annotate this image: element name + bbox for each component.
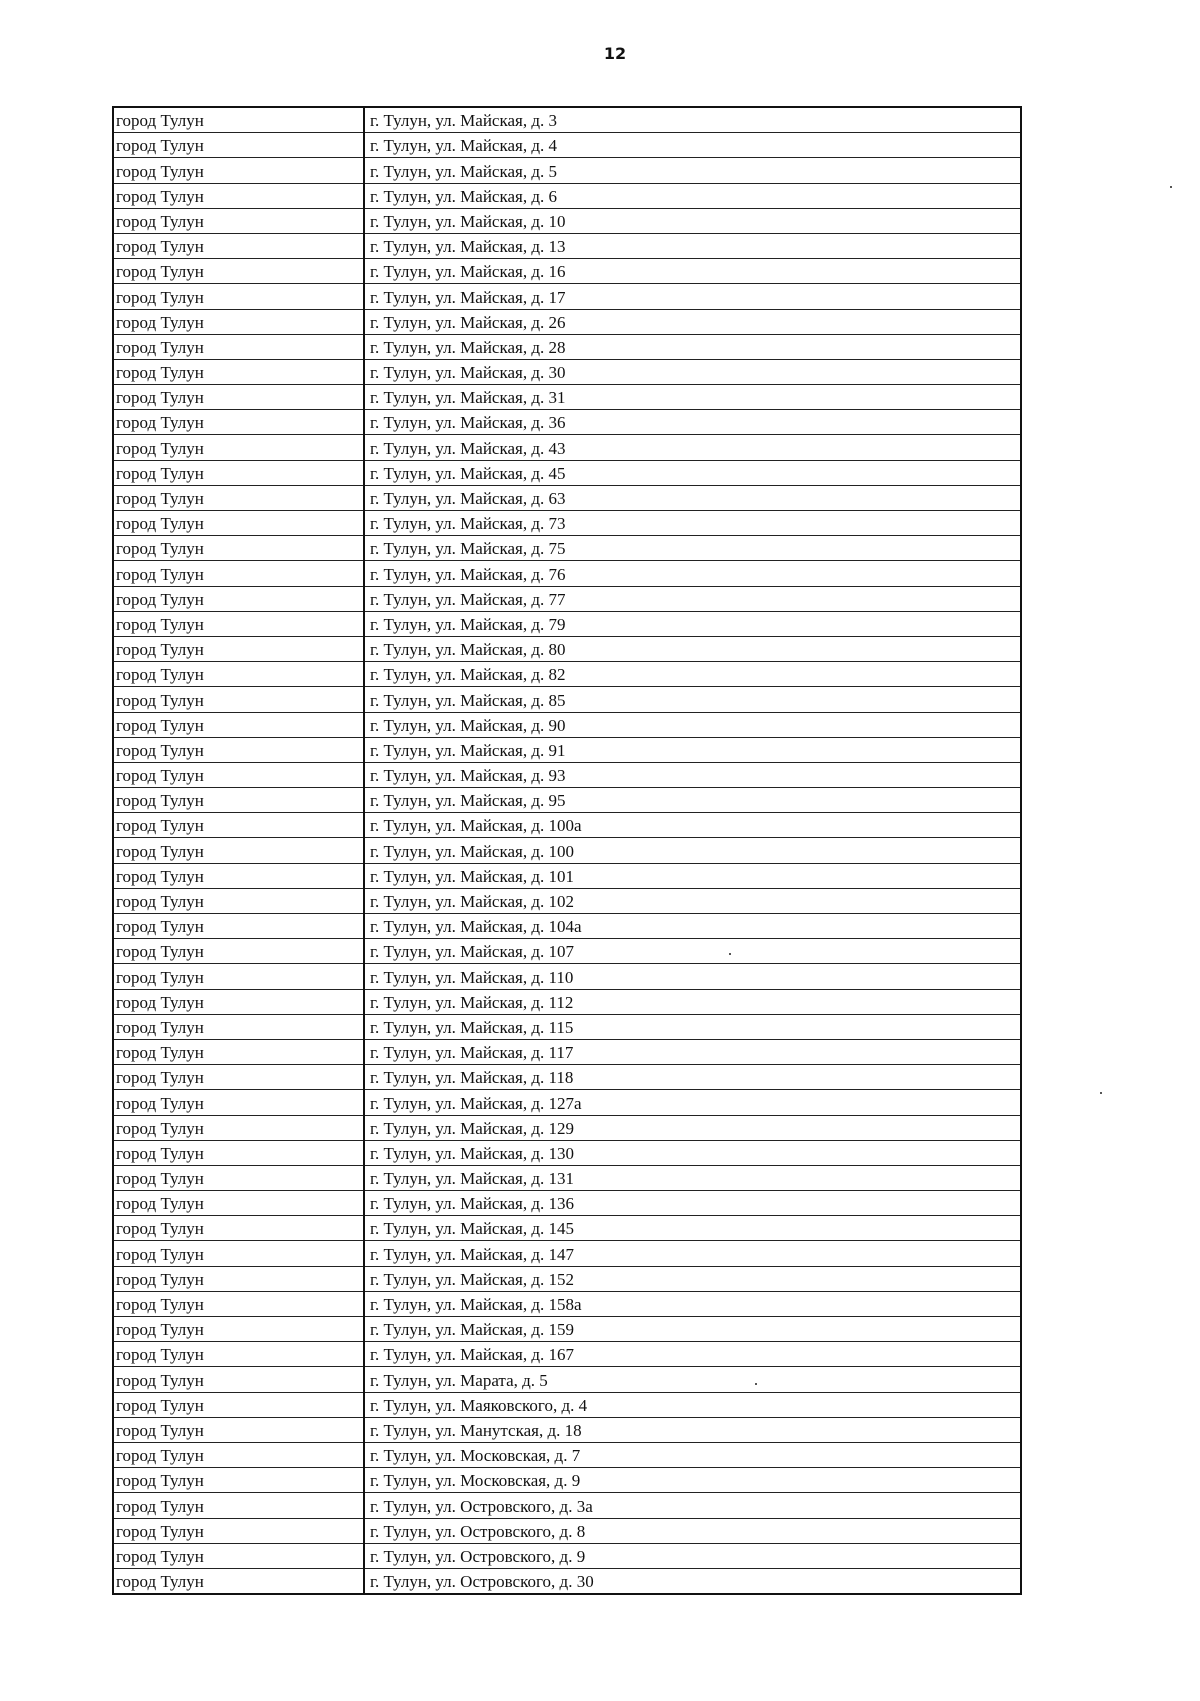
address-table xyxy=(112,106,1022,1595)
table-row xyxy=(113,107,1021,133)
table-row xyxy=(113,1165,1021,1190)
settlement-cell: город Тулун xyxy=(113,888,364,913)
table-row xyxy=(113,1140,1021,1165)
address-cell: г. Тулун, ул. Майская, д. 30 xyxy=(364,359,1021,384)
table-row xyxy=(113,1568,1021,1594)
table-row xyxy=(113,737,1021,762)
table-row xyxy=(113,863,1021,888)
table-row xyxy=(113,662,1021,687)
address-cell: г. Тулун, ул. Майская, д. 130 xyxy=(364,1140,1021,1165)
settlement-cell: город Тулун xyxy=(113,586,364,611)
address-cell: г. Тулун, ул. Майская, д. 127а xyxy=(364,1090,1021,1115)
table-row xyxy=(113,611,1021,636)
table-row xyxy=(113,1493,1021,1518)
table-row xyxy=(113,964,1021,989)
table-row xyxy=(113,838,1021,863)
table-row xyxy=(113,1241,1021,1266)
address-cell: г. Тулун, ул. Майская, д. 26 xyxy=(364,309,1021,334)
settlement-cell: город Тулун xyxy=(113,1417,364,1442)
table-row xyxy=(113,762,1021,787)
table-row xyxy=(113,586,1021,611)
table-row xyxy=(113,1191,1021,1216)
address-cell: г. Тулун, ул. Майская, д. 93 xyxy=(364,762,1021,787)
settlement-cell: город Тулун xyxy=(113,183,364,208)
settlement-cell: город Тулун xyxy=(113,536,364,561)
address-cell: г. Тулун, ул. Майская, д. 43 xyxy=(364,435,1021,460)
table-row xyxy=(113,813,1021,838)
settlement-cell: город Тулун xyxy=(113,1392,364,1417)
table-row xyxy=(113,385,1021,410)
table-row xyxy=(113,208,1021,233)
settlement-cell: город Тулун xyxy=(113,1367,364,1392)
table-row xyxy=(113,888,1021,913)
scan-speck xyxy=(1170,186,1172,188)
table-row xyxy=(113,1518,1021,1543)
table-row xyxy=(113,939,1021,964)
address-cell: г. Тулун, ул. Майская, д. 131 xyxy=(364,1165,1021,1190)
page-number: 12 xyxy=(603,44,627,63)
settlement-cell: город Тулун xyxy=(113,939,364,964)
table-row xyxy=(113,410,1021,435)
settlement-cell: город Тулун xyxy=(113,914,364,939)
settlement-cell: город Тулун xyxy=(113,1468,364,1493)
settlement-cell: город Тулун xyxy=(113,485,364,510)
table-row xyxy=(113,259,1021,284)
address-cell: г. Тулун, ул. Майская, д. 13 xyxy=(364,233,1021,258)
address-cell: г. Тулун, ул. Манутская, д. 18 xyxy=(364,1417,1021,1442)
table-row xyxy=(113,1065,1021,1090)
settlement-cell: город Тулун xyxy=(113,107,364,133)
table-row xyxy=(113,1468,1021,1493)
settlement-cell: город Тулун xyxy=(113,1216,364,1241)
address-cell: г. Тулун, ул. Майская, д. 31 xyxy=(364,385,1021,410)
settlement-cell: город Тулун xyxy=(113,636,364,661)
address-cell: г. Тулун, ул. Майская, д. 17 xyxy=(364,284,1021,309)
address-cell: г. Тулун, ул. Островского, д. 30 xyxy=(364,1568,1021,1594)
address-cell: г. Тулун, ул. Майская, д. 147 xyxy=(364,1241,1021,1266)
address-cell: г. Тулун, ул. Московская, д. 7 xyxy=(364,1442,1021,1467)
address-cell: г. Тулун, ул. Майская, д. 10 xyxy=(364,208,1021,233)
address-cell: г. Тулун, ул. Майская, д. 73 xyxy=(364,511,1021,536)
address-cell: г. Тулун, ул. Майская, д. 28 xyxy=(364,334,1021,359)
settlement-cell: город Тулун xyxy=(113,1518,364,1543)
settlement-cell: город Тулун xyxy=(113,460,364,485)
settlement-cell: город Тулун xyxy=(113,359,364,384)
table-row xyxy=(113,989,1021,1014)
address-cell: г. Тулун, ул. Московская, д. 9 xyxy=(364,1468,1021,1493)
settlement-cell: город Тулун xyxy=(113,611,364,636)
address-cell: г. Тулун, ул. Майская, д. 6 xyxy=(364,183,1021,208)
settlement-cell: город Тулун xyxy=(113,964,364,989)
address-cell: г. Тулун, ул. Майская, д. 100а xyxy=(364,813,1021,838)
address-cell: г. Тулун, ул. Майская, д. 45 xyxy=(364,460,1021,485)
table-row xyxy=(113,1216,1021,1241)
address-cell: г. Тулун, ул. Майская, д. 117 xyxy=(364,1039,1021,1064)
settlement-cell: город Тулун xyxy=(113,561,364,586)
settlement-cell: город Тулун xyxy=(113,687,364,712)
settlement-cell: город Тулун xyxy=(113,259,364,284)
table-row xyxy=(113,334,1021,359)
table-row xyxy=(113,1442,1021,1467)
settlement-cell: город Тулун xyxy=(113,1115,364,1140)
settlement-cell: город Тулун xyxy=(113,309,364,334)
settlement-cell: город Тулун xyxy=(113,863,364,888)
settlement-cell: город Тулун xyxy=(113,208,364,233)
address-cell: г. Тулун, ул. Майская, д. 91 xyxy=(364,737,1021,762)
address-cell: г. Тулун, ул. Майская, д. 110 xyxy=(364,964,1021,989)
table-row xyxy=(113,1342,1021,1367)
settlement-cell: город Тулун xyxy=(113,662,364,687)
table-row xyxy=(113,1392,1021,1417)
address-cell: г. Тулун, ул. Майская, д. 136 xyxy=(364,1191,1021,1216)
address-cell: г. Тулун, ул. Майская, д. 159 xyxy=(364,1317,1021,1342)
settlement-cell: город Тулун xyxy=(113,788,364,813)
address-cell: г. Тулун, ул. Майская, д. 118 xyxy=(364,1065,1021,1090)
table-row xyxy=(113,233,1021,258)
table-row xyxy=(113,1367,1021,1392)
address-cell: г. Тулун, ул. Майская, д. 3 xyxy=(364,107,1021,133)
address-cell: г. Тулун, ул. Майская, д. 158а xyxy=(364,1291,1021,1316)
settlement-cell: город Тулун xyxy=(113,813,364,838)
scan-speck xyxy=(755,1383,757,1385)
address-cell: г. Тулун, ул. Майская, д. 101 xyxy=(364,863,1021,888)
table-row xyxy=(113,1543,1021,1568)
address-cell: г. Тулун, ул. Майская, д. 5 xyxy=(364,158,1021,183)
scan-speck xyxy=(729,953,731,955)
address-cell: г. Тулун, ул. Майская, д. 75 xyxy=(364,536,1021,561)
settlement-cell: город Тулун xyxy=(113,712,364,737)
settlement-cell: город Тулун xyxy=(113,1317,364,1342)
address-cell: г. Тулун, ул. Майская, д. 4 xyxy=(364,133,1021,158)
table-row xyxy=(113,158,1021,183)
settlement-cell: город Тулун xyxy=(113,989,364,1014)
settlement-cell: город Тулун xyxy=(113,334,364,359)
settlement-cell: город Тулун xyxy=(113,1191,364,1216)
settlement-cell: город Тулун xyxy=(113,1543,364,1568)
table-row xyxy=(113,359,1021,384)
settlement-cell: город Тулун xyxy=(113,511,364,536)
table-row xyxy=(113,183,1021,208)
address-cell: г. Тулун, ул. Майская, д. 107 xyxy=(364,939,1021,964)
settlement-cell: город Тулун xyxy=(113,838,364,863)
settlement-cell: город Тулун xyxy=(113,1241,364,1266)
table-row xyxy=(113,1266,1021,1291)
table-row xyxy=(113,1090,1021,1115)
settlement-cell: город Тулун xyxy=(113,737,364,762)
table-row xyxy=(113,712,1021,737)
settlement-cell: город Тулун xyxy=(113,158,364,183)
address-cell: г. Тулун, ул. Марата, д. 5 xyxy=(364,1367,1021,1392)
address-cell: г. Тулун, ул. Майская, д. 79 xyxy=(364,611,1021,636)
settlement-cell: город Тулун xyxy=(113,1493,364,1518)
settlement-cell: город Тулун xyxy=(113,284,364,309)
table-row xyxy=(113,284,1021,309)
scan-speck xyxy=(1100,1092,1102,1094)
table-row xyxy=(113,1039,1021,1064)
address-cell: г. Тулун, ул. Островского, д. 3а xyxy=(364,1493,1021,1518)
table-row xyxy=(113,536,1021,561)
address-cell: г. Тулун, ул. Майская, д. 16 xyxy=(364,259,1021,284)
settlement-cell: город Тулун xyxy=(113,385,364,410)
address-cell: г. Тулун, ул. Майская, д. 95 xyxy=(364,788,1021,813)
settlement-cell: город Тулун xyxy=(113,435,364,460)
settlement-cell: город Тулун xyxy=(113,1291,364,1316)
address-cell: г. Тулун, ул. Островского, д. 8 xyxy=(364,1518,1021,1543)
settlement-cell: город Тулун xyxy=(113,1039,364,1064)
table-row xyxy=(113,687,1021,712)
settlement-cell: город Тулун xyxy=(113,1140,364,1165)
table-row xyxy=(113,485,1021,510)
settlement-cell: город Тулун xyxy=(113,410,364,435)
table-row xyxy=(113,460,1021,485)
settlement-cell: город Тулун xyxy=(113,233,364,258)
address-cell: г. Тулун, ул. Майская, д. 82 xyxy=(364,662,1021,687)
address-cell: г. Тулун, ул. Майская, д. 129 xyxy=(364,1115,1021,1140)
address-cell: г. Тулун, ул. Майская, д. 90 xyxy=(364,712,1021,737)
address-cell: г. Тулун, ул. Майская, д. 76 xyxy=(364,561,1021,586)
address-cell: г. Тулун, ул. Майская, д. 104а xyxy=(364,914,1021,939)
address-cell: г. Тулун, ул. Майская, д. 115 xyxy=(364,1014,1021,1039)
settlement-cell: город Тулун xyxy=(113,1014,364,1039)
address-cell: г. Тулун, ул. Майская, д. 112 xyxy=(364,989,1021,1014)
settlement-cell: город Тулун xyxy=(113,133,364,158)
address-cell: г. Тулун, ул. Майская, д. 77 xyxy=(364,586,1021,611)
settlement-cell: город Тулун xyxy=(113,1266,364,1291)
address-cell: г. Тулун, ул. Майская, д. 100 xyxy=(364,838,1021,863)
settlement-cell: город Тулун xyxy=(113,1165,364,1190)
table-row xyxy=(113,914,1021,939)
table-row xyxy=(113,309,1021,334)
settlement-cell: город Тулун xyxy=(113,1442,364,1467)
address-cell: г. Тулун, ул. Майская, д. 102 xyxy=(364,888,1021,913)
table-row xyxy=(113,511,1021,536)
settlement-cell: город Тулун xyxy=(113,1090,364,1115)
table-row xyxy=(113,133,1021,158)
table-row xyxy=(113,1115,1021,1140)
address-cell: г. Тулун, ул. Майская, д. 80 xyxy=(364,636,1021,661)
table-row xyxy=(113,561,1021,586)
table-row xyxy=(113,1317,1021,1342)
settlement-cell: город Тулун xyxy=(113,762,364,787)
table-row xyxy=(113,1291,1021,1316)
address-cell: г. Тулун, ул. Майская, д. 167 xyxy=(364,1342,1021,1367)
address-cell: г. Тулун, ул. Майская, д. 152 xyxy=(364,1266,1021,1291)
table-row xyxy=(113,1417,1021,1442)
address-cell: г. Тулун, ул. Майская, д. 145 xyxy=(364,1216,1021,1241)
settlement-cell: город Тулун xyxy=(113,1342,364,1367)
address-cell: г. Тулун, ул. Островского, д. 9 xyxy=(364,1543,1021,1568)
table-row xyxy=(113,1014,1021,1039)
table-row xyxy=(113,435,1021,460)
table-row xyxy=(113,788,1021,813)
address-cell: г. Тулун, ул. Майская, д. 85 xyxy=(364,687,1021,712)
address-cell: г. Тулун, ул. Майская, д. 63 xyxy=(364,485,1021,510)
address-cell: г. Тулун, ул. Майская, д. 36 xyxy=(364,410,1021,435)
settlement-cell: город Тулун xyxy=(113,1568,364,1594)
address-table-body xyxy=(113,107,1021,1594)
address-cell: г. Тулун, ул. Маяковского, д. 4 xyxy=(364,1392,1021,1417)
table-row xyxy=(113,636,1021,661)
settlement-cell: город Тулун xyxy=(113,1065,364,1090)
